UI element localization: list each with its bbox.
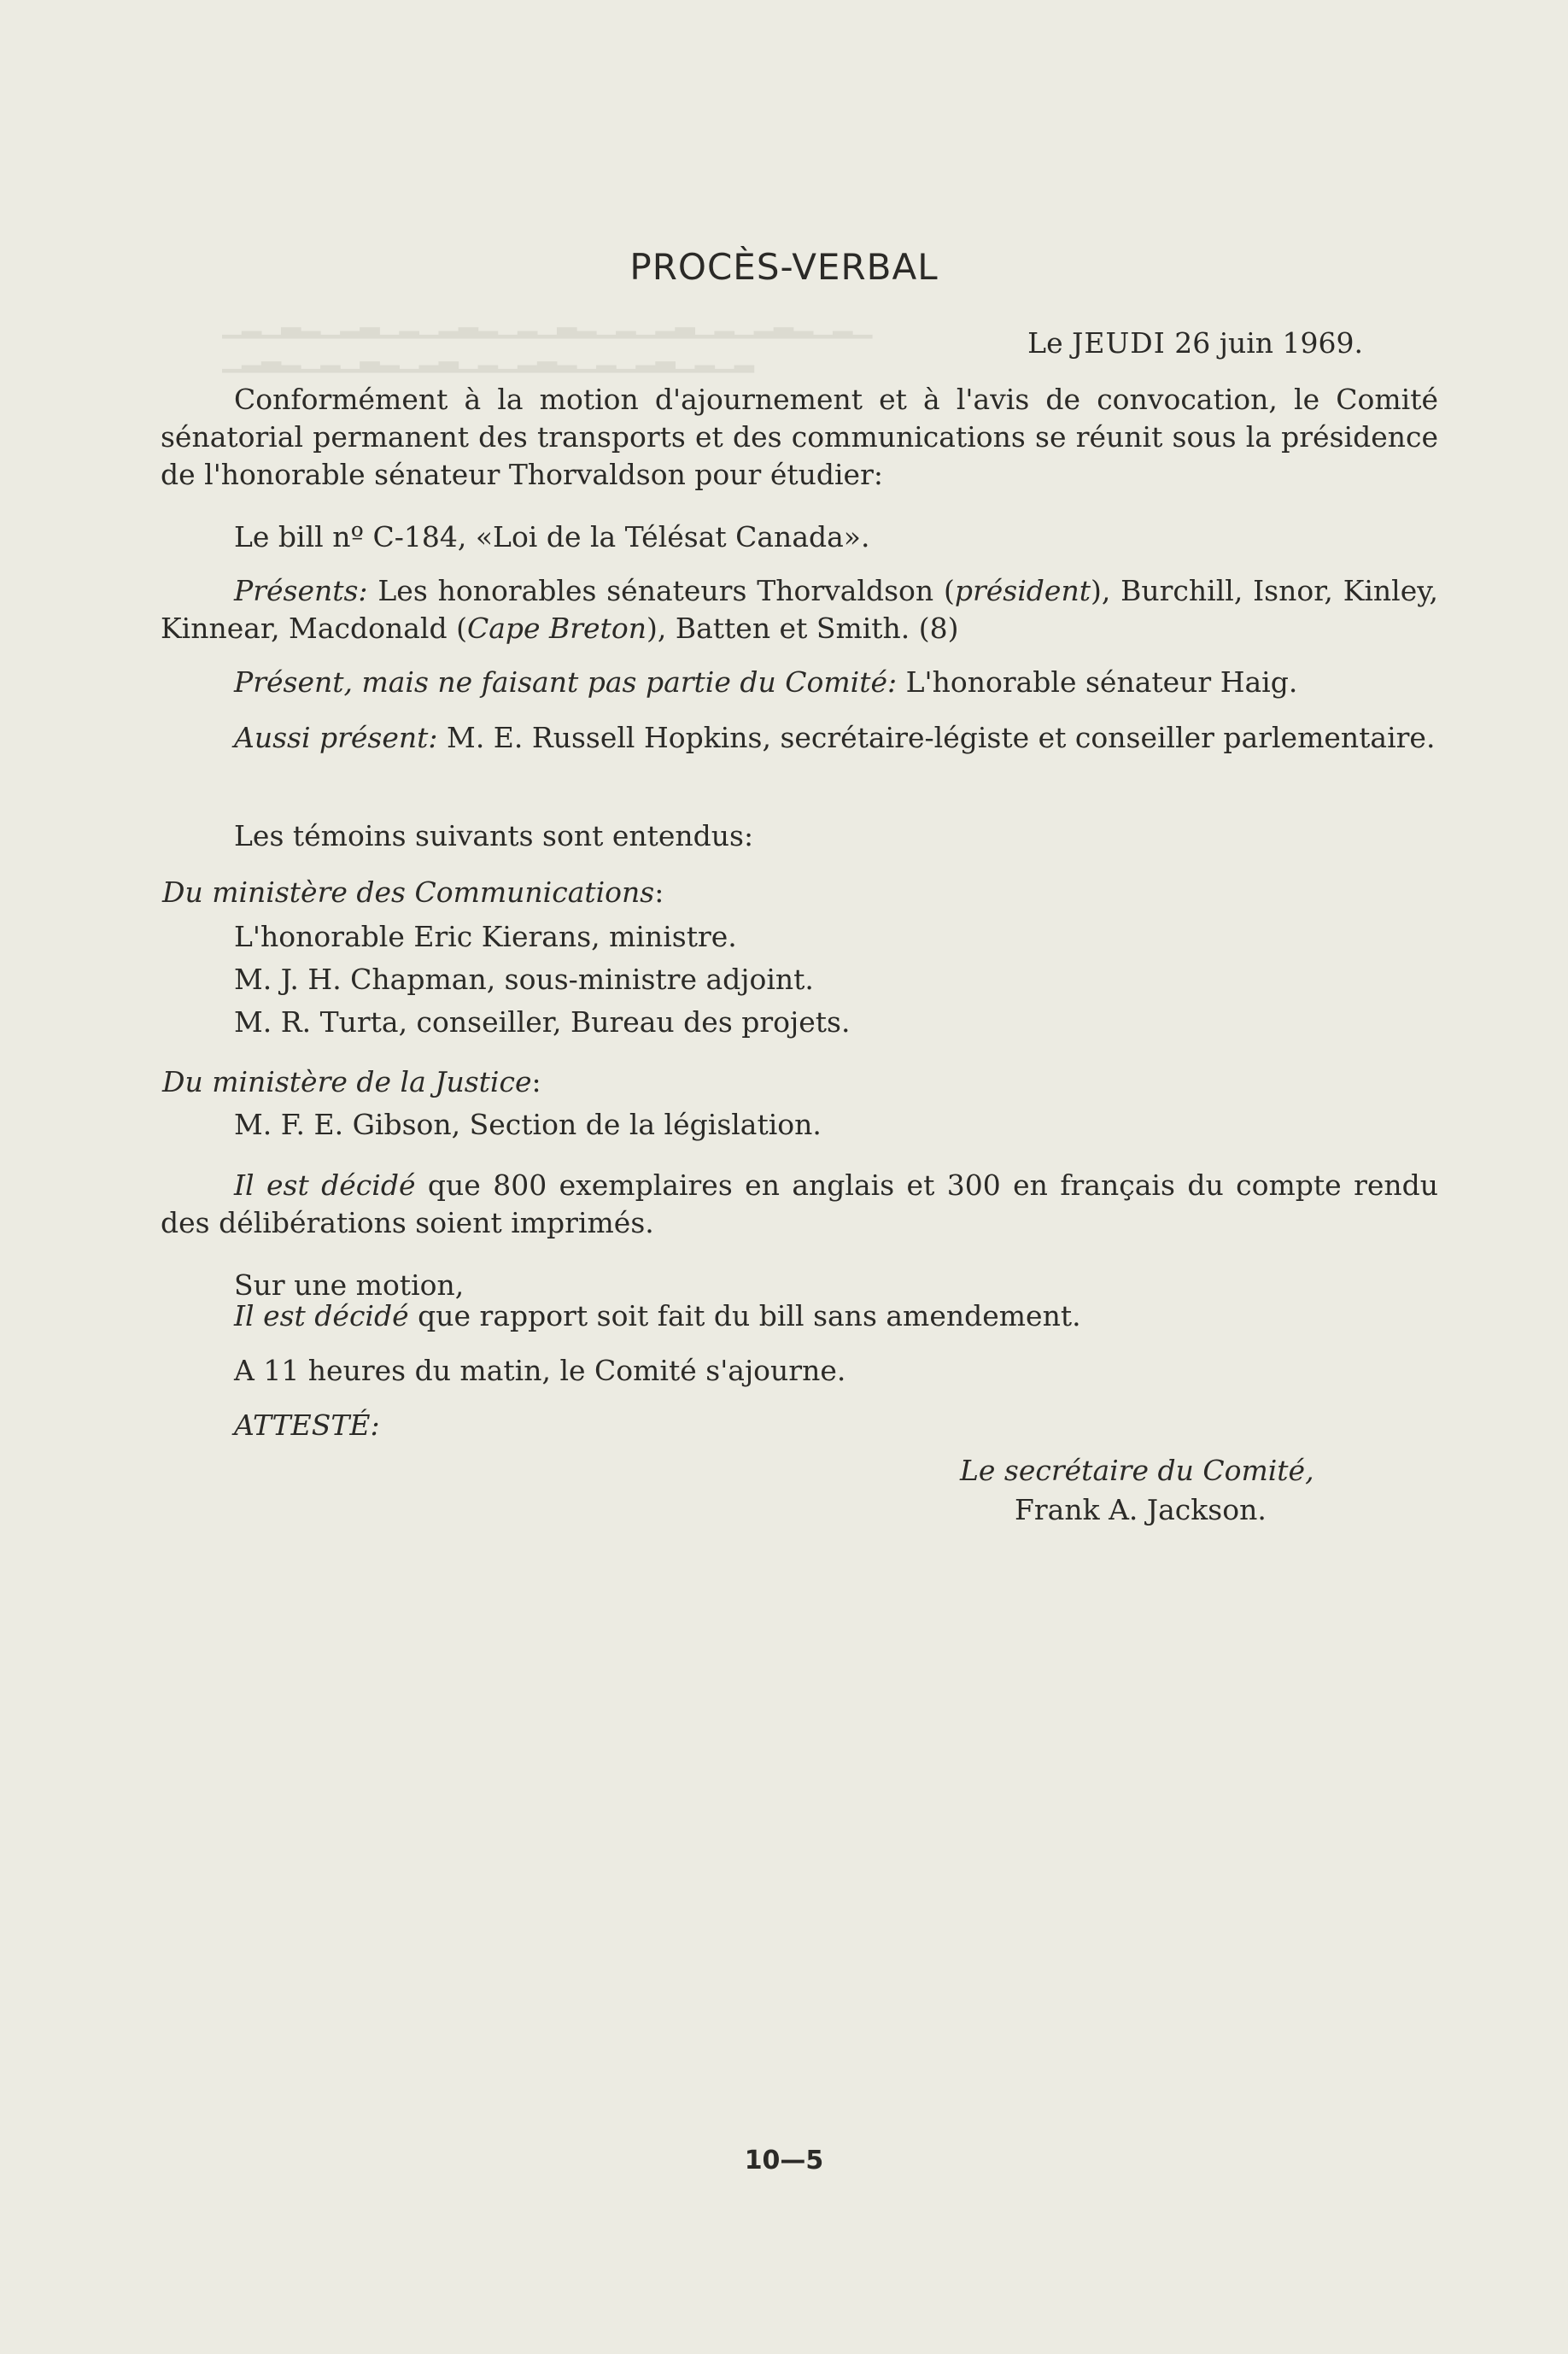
ministry-communications-label: Du ministère des Communications [162, 875, 655, 909]
signature-name: Frank A. Jackson. [1015, 1493, 1267, 1526]
also-present-text: M. E. Russell Hopkins, secrétaire-légiste et conseiller parlementaire. [447, 721, 1436, 754]
page-title: PROCÈS-VERBAL [629, 246, 939, 288]
witnesses-intro: Les témoins suivants sont entendus: [234, 819, 754, 852]
witness-turta: M. R. Turta, conseiller, Bureau des projets. [234, 1005, 851, 1039]
date-weekday: JEUDI [1072, 326, 1166, 360]
present-not-member-text: L'honorable sénateur Haig. [905, 665, 1298, 699]
ministry-justice-colon: : [531, 1065, 541, 1098]
presents-label: Présents: [234, 574, 368, 607]
present-not-member-line [234, 665, 1297, 700]
decision-report-line [234, 1298, 1081, 1334]
intro-text: Conformément à la motion d'ajournement et à l'avis de convocation, le Comité sénatorial permanent des transports et des communications se réunit sous la présidence de l'honorable sénateur Thorvaldson pour étudier: [161, 383, 1438, 491]
decision-report-label: Il est décidé [234, 1299, 409, 1332]
adjourn-line: A 11 heures du matin, le Comité s'ajourne. [234, 1354, 846, 1387]
witness-kierans: L'honorable Eric Kierans, ministre. [234, 920, 737, 953]
decision-print-text: que 800 exemplaires en anglais et 300 en français du compte rendu des délibérations soient imprimés. [161, 1168, 1439, 1239]
also-present-paragraph [161, 719, 1438, 757]
ministry-communications-colon: : [654, 875, 664, 909]
present-not-member-label: Présent, mais ne faisant pas partie du Comité: [234, 665, 898, 699]
ministry-communications-heading [162, 875, 664, 911]
presents-text-before: Les honorables sénateurs Thorvaldson ( [377, 574, 955, 607]
decision-print-label: Il est décidé [234, 1168, 416, 1202]
decision-report-text: que rapport soit fait du bill sans amendement. [418, 1299, 1081, 1332]
meeting-date [1027, 326, 1363, 360]
presents-place: Cape Breton [466, 612, 647, 645]
date-prefix: Le [1027, 326, 1063, 360]
show-through-texture-top: ▁▂▁▃▂▁▂▃▁▂▁▂▃▂▁▂▁▃▂▁▂▁▂▃▁▂▁▂▃▂▁▂▁ ▁▂▃▂▁▂▁▃▂▁▂▃▁▂▁▂▃▂▁▂▁▂▃▁▂▁▂ [222, 310, 873, 372]
attest-line: ATTESTÉ: [234, 1408, 380, 1442]
presents-text-after: ), Batten et Smith. (8) [646, 612, 959, 645]
decision-print-paragraph [161, 1167, 1438, 1242]
bill-line: Le bill nº C-184, «Loi de la Télésat Canada». [234, 520, 870, 553]
presents-role: président [954, 574, 1091, 607]
date-rest: 26 juin 1969. [1174, 326, 1363, 360]
ministry-justice-heading [162, 1064, 541, 1100]
presents-paragraph [161, 572, 1438, 647]
signature-role: Le secrétaire du Comité, [960, 1454, 1314, 1487]
intro-paragraph [161, 381, 1438, 494]
motion-line: Sur une motion, [234, 1268, 465, 1302]
witness-gibson: M. F. E. Gibson, Section de la législation. [234, 1108, 822, 1141]
also-present-label: Aussi présent: [234, 721, 438, 754]
ministry-justice-label: Du ministère de la Justice [162, 1065, 532, 1098]
presents-text-middle: ), Burchill, Isnor, Kinley, Kinnear, Macdonald ( [161, 574, 1438, 645]
page-number: 10—5 [744, 2146, 824, 2175]
witness-chapman: M. J. H. Chapman, sous-ministre adjoint. [234, 963, 814, 996]
